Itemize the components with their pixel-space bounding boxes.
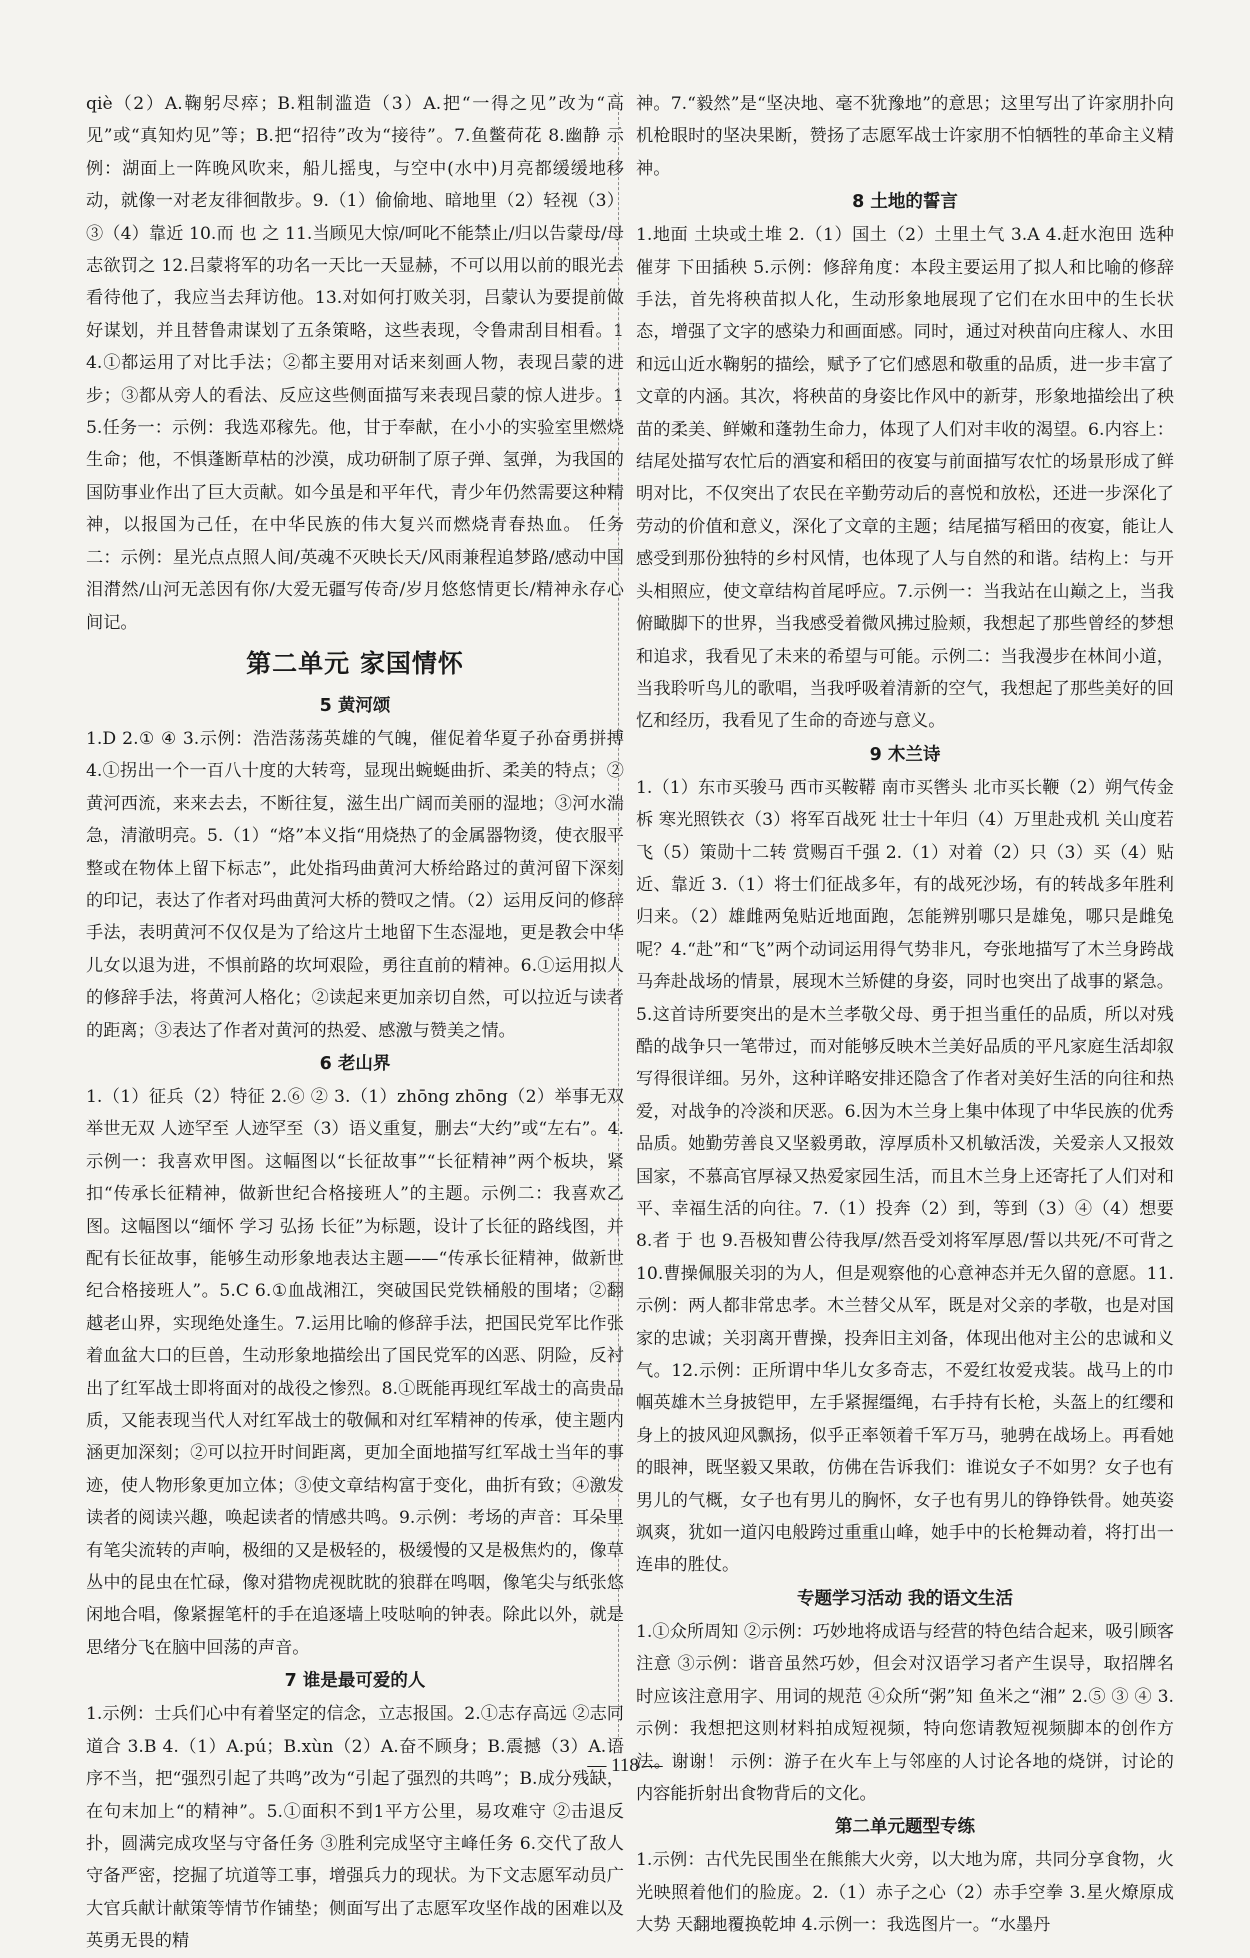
lesson-6-answers: 1.（1）征兵（2）特征 2.⑥ ② 3.（1）zhōng zhōng（2）举事无双 举世无双 人迹罕至 人迹罕至（3）语义重复，删去“大约”或“左右”。4.示例一：我喜欢甲图。这幅图以“长征故事”“长征精神”两个板块，紧扣“传承长征精神，做新世纪合格接班人”的主题。示例二：我喜欢乙图。这幅图以“缅怀 学习 弘扬 长征”为标题，设计了长征的路线图，并配有长征故事，能够生动形象地表达主题——“传承长征精神，做新世纪合格接班人”。5.C 6.①血战湘江，突破国民党铁桶般的围堵；②翻越老山界，实现绝处逢生。7.运用比喻的修辞手法，把国民党军比作张着血盆大口的巨兽，生动形象地描绘出了国民党军的凶恶、阴险，反衬出了红军战士即将面对的战役之惨烈。8.①既能再现红军战士的高贵品质，又能表现当代人对红军战士的敬佩和对红军精神的传承，使主题内涵更加深刻；②可以拉开时间距离，更加全面地描写红军战士当年的事迹，使人物形象更加立体；③使文章结构富于变化，曲折有致；④激发读者的阅读兴趣，唤起读者的情感共鸣。9.示例：考场的声音：耳朵里有笔尖流转的声响，极细的又是极轻的，极缓慢的又是极焦灼的，像草丛中的昆虫在忙碌，像对猎物虎视眈眈的狼群在鸣咽，像笔尖与纸张悠闲地合唱，像紧握笔杆的手在追逐墙上吱哒响的钟表。除此以外，就是思绪分飞在脑中回荡的声音。 bbox=[86, 1086, 624, 1658]
lesson-7-title: 7 谁是最可爱的人 bbox=[284, 1671, 426, 1692]
unit-practice-answers: 1.示例：古代先民围坐在熊熊大火旁，以大地为席，共同分享食物，火光映照着他们的脸庞。2.（1）赤子之心（2）赤手空拳 3.星火燎原成大势 天翻地覆换乾坤 4.示例一：我选图片一。“水墨丹 bbox=[636, 1850, 1174, 1936]
lesson-7-answers-continued: 神。7.“毅然”是“坚决地、毫不犹豫地”的意思；这里写出了许家朋扑向机枪眼时的坚决果断，赞扬了志愿军战士许家朋不怕牺牲的革命主义精神。 bbox=[636, 94, 1174, 179]
activity-answers: 1.①众所周知 ②示例：巧妙地将成语与经营的特色结合起来，吸引顾客注意 ③示例：谐音虽然巧妙，但会对汉语学习者产生误导，取招牌名时应该注意用字、用词的规范 ④众所“粥”知 鱼米之“湘” 2.⑤ ③ ④ 3.示例：我想把这则材料拍成短视频，特向您请教短视频脚本的创作方法。谢谢！ 示例：游子在火车上与邻座的人讨论各地的烧饼，讨论的内容能折射出食物背后的文化。 bbox=[636, 1621, 1174, 1804]
activity-title: 专题学习活动 我的语文生活 bbox=[796, 1588, 1014, 1609]
unit-practice-title: 第二单元题型专练 bbox=[835, 1817, 975, 1838]
page-number: — 118 — bbox=[587, 1755, 663, 1776]
column-divider bbox=[618, 92, 619, 1752]
unit-two-title: 第二单元 家国情怀 bbox=[246, 648, 464, 678]
lesson-5-title: 5 黄河颂 bbox=[319, 695, 391, 716]
lesson-5-answers: 1.D 2.① ④ 3.示例：浩浩荡荡英雄的气魄，催促着华夏子孙奋勇拼搏 4.①拐出一个一百八十度的大转弯，显现出蜿蜒曲折、柔美的特点；②黄河西流，来来去去，不断往复，滋生出广阔而美丽的湿地；③河水湍急，清澈明亮。5.（1）“烙”本义指“用烧热了的金属器物烫，使衣服平整或在物体上留下标志”，此处指玛曲黄河大桥给路过的黄河留下深刻的印记，表达了作者对玛曲黄河大桥的赞叹之情。（2）运用反问的修辞手法，表明黄河不仅仅是为了给这片土地留下生态湿地，更是教会中华儿女以退为进，不惧前路的坎坷艰险，勇往直前的精神。6.①运用拟人的修辞手法，将黄河人格化；②读起来更加亲切自然，可以拉近与读者的距离；③表达了作者对黄河的热爱、感激与赞美之情。 bbox=[86, 728, 624, 1041]
lesson-8-title: 8 土地的誓言 bbox=[852, 192, 958, 213]
unit1-answers-continued: qiè（2）A.鞠躬尽瘁；B.粗制滥造（3）A.把“一得之见”改为“高见”或“真知灼见”等；B.把“招待”改为“接待”。7.鱼鳖荷花 8.幽静 示例：湖面上一阵晚风吹来，船儿摇曳，与空中(水中)月亮都缓缓地移动，就像一对老友徘徊散步。9.（1）偷偷地、暗地里（2）轻视（3）③（4）靠近 10.而 也 之 11.当顾见大惊/呵叱不能禁止/归以告蒙母/母志欲罚之 12.吕蒙将军的功名一天比一天显赫，不可以用以前的眼光去看待他了，我应当去拜访他。13.对如何打败关羽，吕蒙认为要提前做好谋划，并且替鲁肃谋划了五条策略，这些表现，令鲁肃刮目相看。14.①都运用了对比手法；②都主要用对话来刻画人物，表现吕蒙的进步；③都从旁人的看法、反应这些侧面描写来表现吕蒙的惊人进步。15.任务一：示例：我选邓稼先。他，甘于奉献，在小小的实验室里燃烧生命；他，不惧蓬断草枯的沙漠，成功研制了原子弹、氢弹，为我国的国防事业作出了巨大贡献。如今虽是和平年代，青少年仍然需要这种精神，以报国为己任，在中华民族的伟大复兴而燃烧青春热血。 任务二：示例：星光点点照人间/英魂不灭映长天/风雨兼程追梦路/感动中国泪潸然/山河无恙因有你/大爱无疆写传奇/岁月悠悠情更长/精神永存心间记。 bbox=[86, 94, 624, 633]
lesson-7-answers: 1.示例：士兵们心中有着坚定的信念，立志报国。2.①志存高远 ②志同道合 3.B 4.（1）A.pú；B.xùn（2）A.奋不顾身；B.震撼（3）A.语序不当，把“强烈引起了共鸣”改为“引起了强烈的共鸣”；B.成分残缺，在句末加上“的精神”。5.①面积不到1平方公里，易攻难守 ②击退反扑，圆满完成攻坚与守备任务 ③胜利完成坚守主峰任务 6.交代了敌人守备严密，挖掘了坑道等工事，增强兵力的现状。为下文志愿军动员广大官兵献计献策等情节作铺垫；侧面写出了志愿军攻坚作战的困难以及英勇无畏的精 bbox=[86, 1704, 624, 1952]
right-column bbox=[636, 88, 1174, 1942]
left-column bbox=[86, 88, 624, 1958]
lesson-9-title: 9 木兰诗 bbox=[869, 744, 941, 765]
lesson-8-answers: 1.地面 土块或土堆 2.（1）国土（2）土里土气 3.A 4.赶水泡田 选种催芽 下田插秧 5.示例：修辞角度：本段主要运用了拟人和比喻的修辞手法，首先将秧苗拟人化，生动形象地展现了它们在水田中的生长状态，增强了文字的感染力和画面感。同时，通过对秧苗向庄稼人、水田和远山近水鞠躬的描绘，赋予了它们感恩和敬重的品质，进一步丰富了文章的内涵。其次，将秧苗的身姿比作风中的新芽，形象地描绘出了秧苗的柔美、鲜嫩和蓬勃生命力，体现了人们对丰收的渴望。6.内容上：结尾处描写农忙后的酒宴和稻田的夜宴与前面描写农忙的场景形成了鲜明对比，不仅突出了农民在辛勤劳动后的喜悦和放松，还进一步深化了劳动的价值和意义，深化了文章的主题；结尾描写稻田的夜宴，能让人感受到那份独特的乡村风情，也体现了人与自然的和谐。结构上：与开头相照应，使文章结构首尾呼应。7.示例一：当我站在山巅之上，当我俯瞰脚下的世界，当我感受着微风拂过脸颊，我想起了那些曾经的梦想和追求，我看见了未来的希望与可能。示例二：当我漫步在林间小道，当我聆听鸟儿的歌唱，当我呼吸着清新的空气，我想起了那些美好的回忆和经历，我看见了生命的奇迹与意义。 bbox=[636, 225, 1174, 732]
lesson-6-title: 6 老山界 bbox=[319, 1053, 391, 1074]
lesson-9-answers: 1.（1）东市买骏马 西市买鞍鞯 南市买辔头 北市买长鞭（2）朔气传金柝 寒光照铁衣（3）将军百战死 壮士十年归（4）万里赴戎机 关山度若飞（5）策勋十二转 赏赐百千强 2.（1）对着（2）只（3）买（4）贴近、靠近 3.（1）将士们征战多年，有的战死沙场，有的转战多年胜利归来。（2）雄雌两兔贴近地面跑，怎能辨别哪只是雄兔，哪只是雌兔呢？4.“赴”和“飞”两个动词运用得气势非凡，夸张地描写了木兰身跨战马奔赴战场的情景，展现木兰矫健的身姿，同时也突出了战事的紧急。5.这首诗所要突出的是木兰孝敬父母、勇于担当重任的品质，所以对残酷的战争只一笔带过，而对能够反映木兰美好品质的平凡家庭生活却叙写得很详细。另外，这种详略安排还隐含了作者对美好生活的向往和热爱，对战争的冷淡和厌恶。6.因为木兰身上集中体现了中华民族的优秀品质。她勤劳善良又坚毅勇敢，淳厚质朴又机敏活泼，关爱亲人又报效国家，不慕高官厚禄又热爱家园生活，而且木兰身上还寄托了人们对和平、幸福生活的向往。7.（1）投奔（2）到，等到（3）④（4）想要 8.者 于 也 9.吾极知曹公待我厚/然吾受刘将军厚恩/誓以共死/不可背之 10.曹操佩服关羽的为人，但是观察他的心意神态并无久留的意愿。11.示例：两人都非常忠孝。木兰替父从军，既是对父亲的孝敬，也是对国家的忠诚；关羽离开曹操，投奔旧主刘备，体现出他对主公的忠诚和义气。12.示例：正所谓中华儿女多奇志，不爱红妆爱戎装。战马上的巾帼英雄木兰身披铠甲，左手紧握缰绳，右手持有长枪，头盔上的红缨和身上的披风迎风飘扬，似乎正率领着千军万马，驰骋在战场上。再看她的眼神，既坚毅又果敢，仿佛在告诉我们：谁说女子不如男？女子也有男儿的气概，女子也有男儿的胸怀，女子也有男儿的铮铮铁骨。她英姿飒爽，犹如一道闪电般跨过重重山峰，她手中的长枪舞动着，将打出一连串的胜仗。 bbox=[636, 777, 1174, 1576]
